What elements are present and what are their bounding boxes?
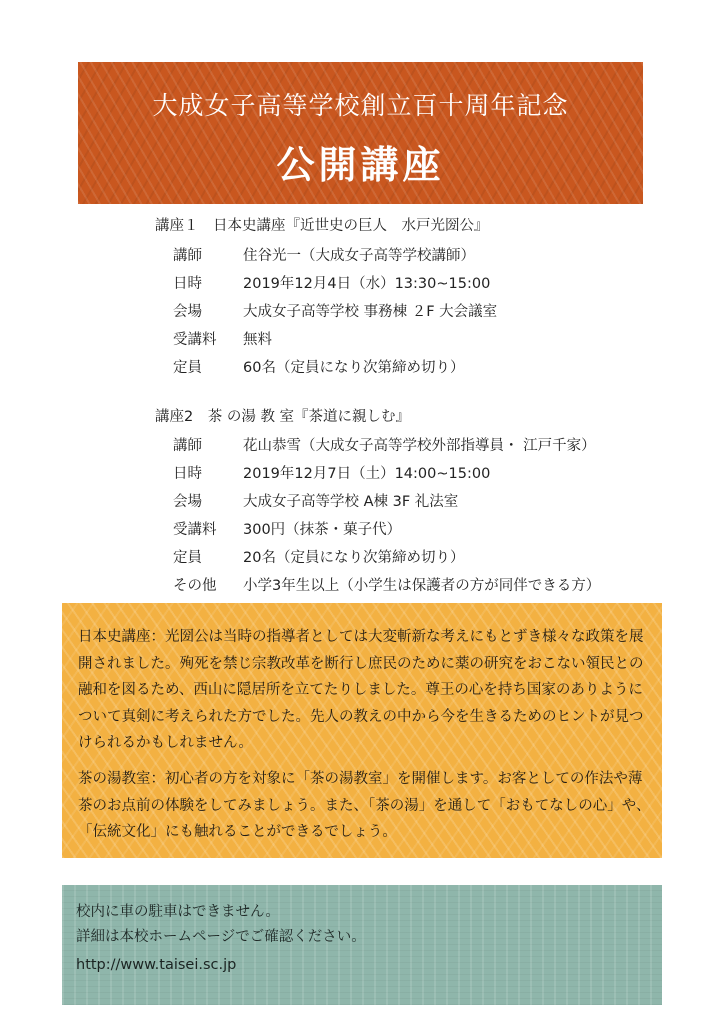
- row-label: 日時: [173, 276, 202, 292]
- lecture1-row-venue: [173, 300, 497, 321]
- lecture2-row-other: [173, 574, 600, 595]
- row-value: 小学3年生以上（小学生は保護者の方が同伴できる方）: [243, 578, 601, 594]
- lecture1-row-fee: [173, 328, 272, 349]
- row-label: 会場: [173, 494, 202, 510]
- row-value: 20名（定員になり次第締め切り）: [243, 550, 465, 566]
- parking-notice: 校内に車の駐車はできません。: [76, 904, 280, 920]
- lecture2-row-instructor: [173, 434, 596, 455]
- row-label: 講師: [173, 438, 202, 454]
- footer-notice: [62, 885, 662, 1005]
- row-value: 2019年12月4日（水）13:30~15:00: [243, 276, 491, 292]
- row-value: 60名（定員になり次第締め切り）: [243, 360, 465, 376]
- title-banner: [78, 62, 643, 204]
- history-description: 日本史講座：光圀公は当時の指導者としては大変斬新な考えにもとずき様々な政策を展開されました。殉死を禁じ宗教改革を断行し庶民のために薬の研究をおこない領民との融和を図るため、西山に隠居所を立てたりしました。尊王の心を持ち国家のありようについて真剣に考えられた方でした。先人の教えの中から今を生きるためのヒントが見つけられるかもしれません。: [78, 629, 644, 751]
- lecture2-row-venue: [173, 490, 458, 511]
- lecture1-row-instructor: [173, 244, 475, 265]
- row-value: 住谷光一（大成女子高等学校講師）: [243, 248, 475, 264]
- lecture1-heading: 講座１ 日本史講座『近世史の巨人 水戸光圀公』: [155, 218, 489, 234]
- description-box: [62, 603, 662, 858]
- row-label: 定員: [173, 360, 202, 376]
- details-notice: 詳細は本校ホームページでご確認ください。: [76, 929, 366, 945]
- row-value: 花山恭雪（大成女子高等学校外部指導員・ 江戸千家）: [243, 438, 596, 454]
- banner-subtitle: 大成女子高等学校創立百十周年記念: [152, 91, 569, 120]
- row-value: 大成女子高等学校 事務棟 ２F 大会議室: [243, 304, 498, 320]
- lecture2-heading: 講座2 茶 の湯 教 室『茶道に親しむ』: [155, 409, 411, 425]
- lecture2-row-capacity: [173, 546, 464, 567]
- row-value: 大成女子高等学校 A棟 3F 礼法室: [243, 494, 459, 510]
- lecture2-row-fee: [173, 518, 401, 539]
- row-label: 日時: [173, 466, 202, 482]
- row-label: 受講料: [173, 332, 217, 348]
- lecture1-row-capacity: [173, 356, 464, 377]
- row-label: 定員: [173, 550, 202, 566]
- banner-title: 公開講座: [276, 143, 445, 187]
- row-label: その他: [173, 578, 217, 594]
- row-value: 300円（抹茶・菓子代）: [243, 522, 402, 538]
- lecture2-row-datetime: [173, 462, 490, 483]
- tea-description: 茶の湯教室：初心者の方を対象に「茶の湯教室」を開催します。お客としての作法や薄茶のお点前の体験をしてみましょう。また、「茶の湯」を通して「おもてなしの心」や、「伝統文化」にも触れることができるでしょう。: [78, 771, 651, 840]
- row-label: 受講料: [173, 522, 217, 538]
- row-label: 会場: [173, 304, 202, 320]
- lecture1-row-datetime: [173, 272, 490, 293]
- row-label: 講師: [173, 248, 202, 264]
- row-value: 2019年12月7日（土）14:00~15:00: [243, 466, 491, 482]
- row-value: 無料: [243, 332, 272, 348]
- website-url: http://www.taisei.sc.jp: [76, 957, 237, 973]
